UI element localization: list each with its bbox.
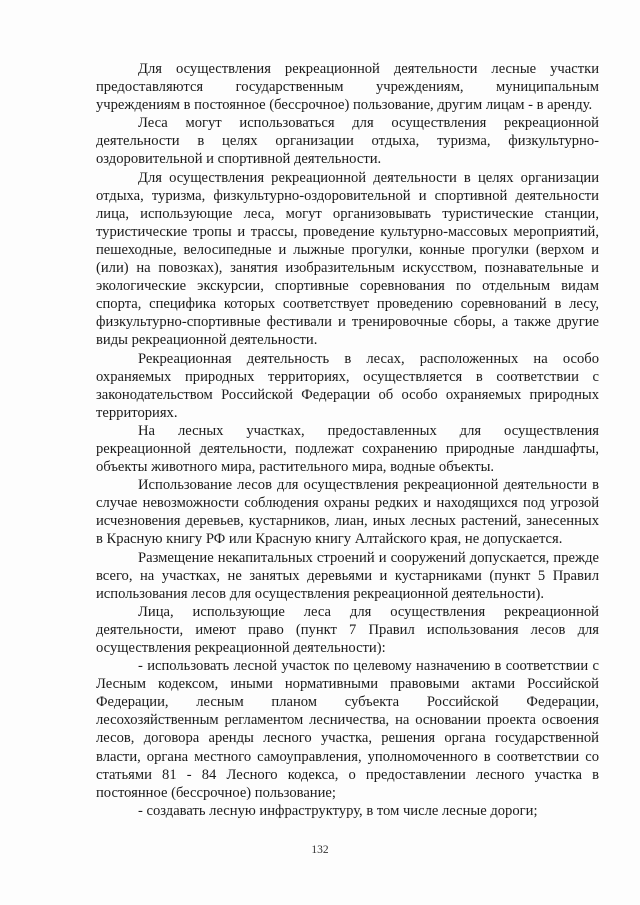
paragraph-3: Для осуществления рекреационной деятельности в целях организации отдыха, туризма, физкультурно-оздоровительной и спортивной деятельности лица, использующие леса, могут организовывать туристические станции, туристические тропы и трассы, проведение культурно-массовых мероприятий, пешеходные, велосипедные и лыжные прогулки, конные прогулки (верхом и (или) на повозках), занятия изобразительным искусством, познавательные и экологические экскурсии, спортивные соревнования по отдельным видам спорта, специфика которых соответствует проведению соревнований в лесу, физкультурно-спортивные фестивали и тренировочные сборы, а также другие виды рекреационной деятельности. (96, 169, 599, 349)
paragraph-8: Лица, использующие леса для осуществления рекреационной деятельности, имеют право (пункт 7 Правил использования лесов для осуществления рекреационной деятельности): (96, 603, 599, 656)
document-body (96, 60, 599, 820)
paragraph-2: Леса могут использоваться для осуществления рекреационной деятельности в целях организации отдыха, туризма, физкультурно-оздоровительной и спортивной деятельности. (96, 115, 599, 168)
page-number: 132 (311, 844, 329, 856)
paragraph-1: Для осуществления рекреационной деятельности лесные участки предоставляются государственным учреждениям, муниципальным учреждениям в постоянное (бессрочное) пользование, другим лицам - в аренду. (96, 61, 599, 114)
paragraph-6: Использование лесов для осуществления рекреационной деятельности в случае невозможности соблюдения охраны редких и находящихся под угрозой исчезновения деревьев, кустарников, лиан, иных лесных растений, занесенных в Красную книгу РФ или Красную книгу Алтайского края, не допускается. (96, 477, 599, 548)
paragraph-5: На лесных участках, предоставленных для осуществления рекреационной деятельности, подлежат сохранению природные ландшафты, объекты животного мира, растительного мира, водные объекты. (96, 422, 599, 476)
list-item-2: - создавать лесную инфраструктуру, в том числе лесные дороги; (138, 802, 538, 819)
paragraph-4: Рекреационная деятельность в лесах, расположенных на особо охраняемых природных территориях, осуществляется в соответствии с законодательством Российской Федерации об особо охраняемых природных территориях. (96, 350, 599, 421)
list-item-1: - использовать лесной участок по целевому назначению в соответствии с Лесным кодексом, иными нормативными правовыми актами Российской Федерации, лесным планом субъекта Российской Федерации, лесохозяйственным регламентом лесничества, на основании проекта освоения лесов, договора аренды лесного участка, решения органа государственной власти, органа местного самоуправления, уполномоченного в соответствии со статьями 81 - 84 Лесного кодекса, о предоставлении лесного участка в постоянное (бессрочное) пользование; (96, 658, 599, 801)
paragraph-7: Размещение некапитальных строений и сооружений допускается, прежде всего, на участках, не занятых деревьями и кустарниками (пункт 5 Правил использования лесов для осуществления рекреационной деятельности). (96, 549, 599, 602)
